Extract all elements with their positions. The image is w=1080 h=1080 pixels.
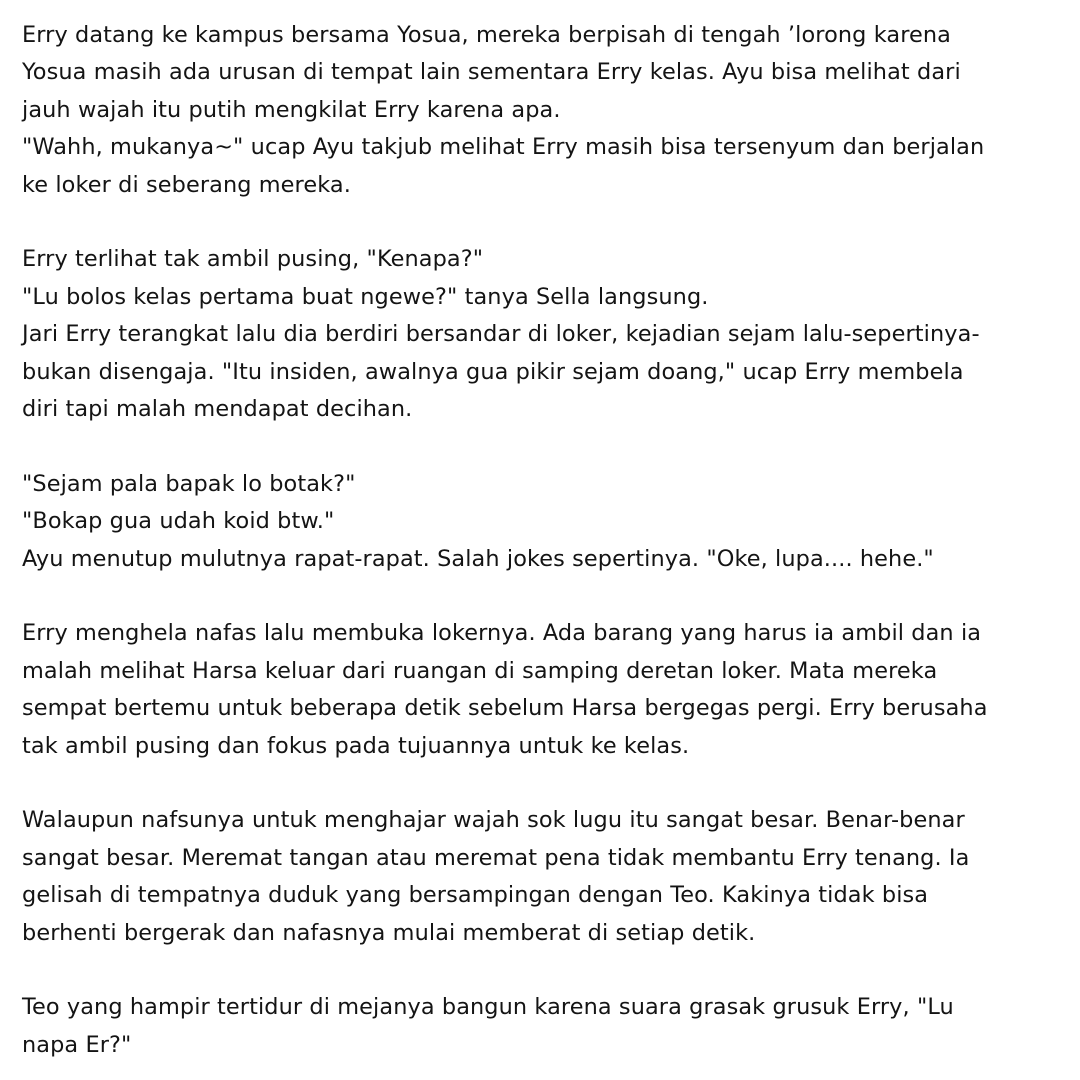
text-line: Teo yang hampir tertidur di mejanya bangun karena suara grasak grusuk Erry, "Lu [22,994,954,1021]
paragraph [22,802,1062,952]
text-line: Erry menghela nafas lalu membuka lokernya. Ada barang yang harus ia ambil dan ia [22,620,982,647]
text-line: malah melihat Harsa keluar dari ruangan di samping deretan loker. Mata mereka [22,657,938,684]
text-line: berhenti bergerak dan nafasnya mulai memberat di setiap detik. [22,919,756,946]
paragraph [22,615,1062,765]
text-line: Ayu menutup mulutnya rapat-rapat. Salah jokes sepertinya. "Oke, lupa.... hehe." [22,545,934,572]
text-line: bukan disengaja. "Itu insiden, awalnya gua pikir sejam doang," ucap Erry membela [22,358,964,385]
text-line: Erry datang ke kampus bersama Yosua, mereka berpisah di tengah ’lorong karena [22,22,951,48]
text-line: diri tapi malah mendapat decihan. [22,396,413,423]
text-line: ke loker di seberang mereka. [22,171,351,198]
text-line: "Sejam pala bapak lo botak?" [22,470,356,497]
text-line: sempat bertemu untuk beberapa detik sebelum Harsa bergegas pergi. Erry berusaha [22,695,988,722]
text-line: "Lu bolos kelas pertama buat ngewe?" tanya Sella langsung. [22,283,709,310]
text-line: "Wahh, mukanya~" ucap Ayu takjub melihat Erry masih bisa tersenyum dan berjalan [22,134,985,161]
paragraph [22,241,1062,428]
text-line: Walaupun nafsunya untuk menghajar wajah sok lugu itu sangat besar. Benar-benar [22,807,965,834]
text-line: napa Er?" [22,1031,132,1058]
text-line: tak ambil pusing dan fokus pada tujuannya untuk ke kelas. [22,732,690,759]
story-text [22,17,1062,1064]
paragraph [22,989,1062,1064]
text-line: jauh wajah itu putih mengkilat Erry karena apa. [22,96,561,123]
paragraph [22,17,1062,204]
text-line: Yosua masih ada urusan di tempat lain sementara Erry kelas. Ayu bisa melihat dari [22,59,961,86]
text-line: gelisah di tempatnya duduk yang bersampingan dengan Teo. Kakinya tidak bisa [22,882,929,909]
text-line: Jari Erry terangkat lalu dia berdiri bersandar di loker, kejadian sejam lalu-sepertinya- [22,321,980,348]
text-line: sangat besar. Meremat tangan atau meremat pena tidak membantu Erry tenang. Ia [22,844,970,871]
text-line: Erry terlihat tak ambil pusing, "Kenapa?" [22,246,484,273]
paragraph [22,466,1062,578]
text-line: "Bokap gua udah koid btw." [22,508,335,535]
